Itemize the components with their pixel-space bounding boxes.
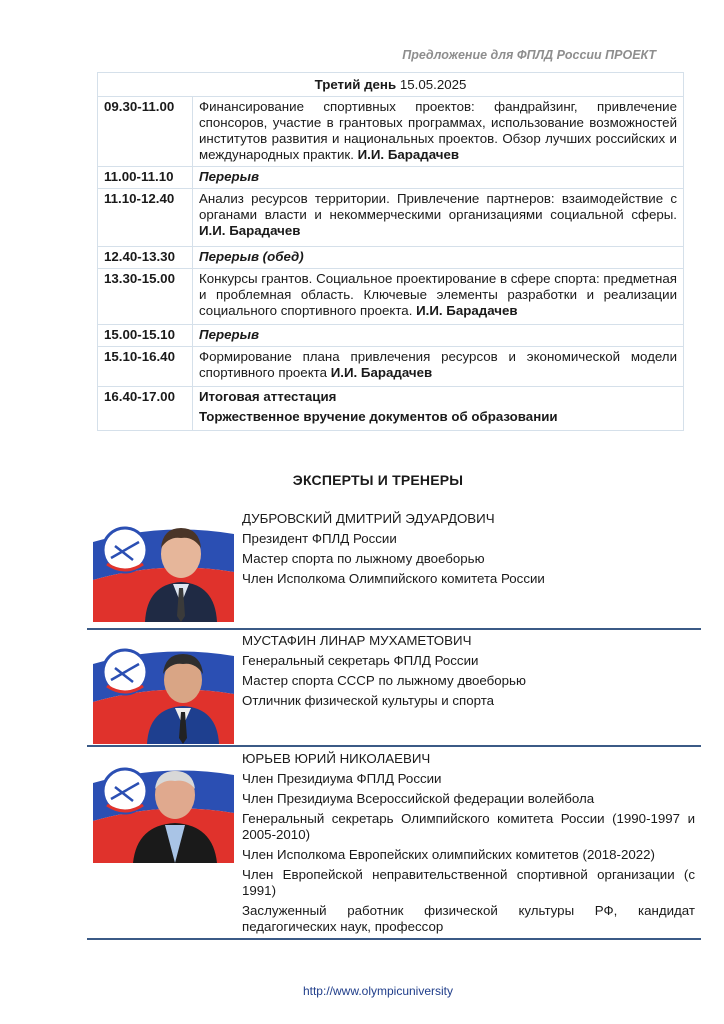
row-time: 12.40-13.30 xyxy=(98,247,193,269)
expert-credential: Член Президиума ФПЛД России xyxy=(242,771,442,786)
expert-name: ЮРЬЕВ ЮРИЙ НИКОЛАЕВИЧ xyxy=(242,751,431,766)
row-description xyxy=(193,269,684,325)
row-time: 11.00-11.10 xyxy=(98,167,193,189)
day-title xyxy=(98,73,684,97)
expert-photo xyxy=(93,753,234,863)
expert-name: ДУБРОВСКИЙ ДМИТРИЙ ЭДУАРДОВИЧ xyxy=(242,511,495,526)
final-exam-text: Итоговая аттестация xyxy=(199,389,337,404)
row-description xyxy=(193,97,684,167)
schedule-row xyxy=(98,167,684,189)
footer-url[interactable]: http://www.olympicuniversity xyxy=(302,984,454,998)
expert-card xyxy=(87,508,701,630)
row-break: Перерыв xyxy=(199,169,259,184)
row-description xyxy=(193,247,684,269)
row-speaker: И.И. Барадачев xyxy=(357,147,460,162)
day-label: Третий день xyxy=(314,77,397,92)
row-time: 15.10-16.40 xyxy=(98,347,193,387)
expert-photo xyxy=(93,512,234,622)
row-time: 13.30-15.00 xyxy=(98,269,193,325)
row-time: 11.10-12.40 xyxy=(98,189,193,247)
schedule-table xyxy=(97,72,684,431)
row-time: 09.30-11.00 xyxy=(98,97,193,167)
schedule-row xyxy=(98,269,684,325)
schedule-row xyxy=(98,325,684,347)
experts-section-title: ЭКСПЕРТЫ И ТРЕНЕРЫ xyxy=(292,472,464,488)
expert-credential: Член Европейской неправительственной спортивной организации (с 1991) xyxy=(242,867,695,898)
expert-info xyxy=(242,633,695,713)
schedule-row xyxy=(98,387,684,431)
expert-credential: Член Президиума Всероссийской федерации волейбола xyxy=(242,791,595,806)
expert-info xyxy=(242,511,695,591)
row-speaker: И.И. Барадачев xyxy=(330,365,433,380)
expert-credential: Член Исполкома Европейских олимпийских комитетов (2018-2022) xyxy=(242,847,655,862)
expert-card xyxy=(87,630,701,747)
expert-photo-image xyxy=(93,634,234,744)
row-break: Перерыв (обед) xyxy=(199,249,304,264)
expert-credential: Генеральный секретарь ФПЛД России xyxy=(242,653,479,668)
schedule-title-row xyxy=(98,73,684,97)
expert-credential: Мастер спорта по лыжному двоеборью xyxy=(242,551,485,566)
expert-photo-image xyxy=(93,512,234,622)
schedule-row xyxy=(98,247,684,269)
expert-card xyxy=(87,747,701,940)
row-speaker: И.И. Барадачев xyxy=(199,223,301,238)
row-time: 15.00-15.10 xyxy=(98,325,193,347)
row-text: Конкурсы грантов. Социальное проектирование в сфере спорта: предметная и проблемная область. Ключевые элементы разработки и реализации социального спортивного проекта. xyxy=(199,271,677,318)
page-header: Предложение для ФПЛД России ПРОЕКТ xyxy=(402,48,656,62)
expert-info xyxy=(242,751,695,939)
row-break: Перерыв xyxy=(199,327,259,342)
schedule-row xyxy=(98,97,684,167)
expert-photo-image xyxy=(93,753,234,863)
expert-credential: Мастер спорта СССР по лыжному двоеборью xyxy=(242,673,526,688)
expert-name: МУСТАФИН ЛИНАР МУХАМЕТОВИЧ xyxy=(242,633,472,648)
row-time: 16.40-17.00 xyxy=(98,387,193,431)
expert-credential: Заслуженный работник физической культуры РФ, кандидат педагогических наук, профессор xyxy=(242,903,695,934)
row-text: Анализ ресурсов территории. Привлечение партнеров: взаимодействие с органами власти и некоммерческими организациями социальной сферы. xyxy=(199,191,677,222)
row-description xyxy=(193,387,684,431)
row-description xyxy=(193,325,684,347)
ceremony-text: Торжественное вручение документов об образовании xyxy=(199,409,558,424)
expert-photo xyxy=(93,634,234,744)
expert-credential: Отличник физической культуры и спорта xyxy=(242,693,495,708)
row-description xyxy=(193,189,684,247)
expert-credential: Член Исполкома Олимпийского комитета России xyxy=(242,571,545,586)
schedule-row xyxy=(98,347,684,387)
row-text: Финансирование спортивных проектов: фандрайзинг, привлечение спонсоров, участие в грантовых программах, использование возможностей институтов развития и национальных проектов. Обзор лучших российских и международных практик. xyxy=(199,99,677,162)
day-date: 15.05.2025 xyxy=(399,77,467,92)
schedule-row xyxy=(98,189,684,247)
row-speaker: И.И. Барадачев xyxy=(416,303,518,318)
row-description xyxy=(193,347,684,387)
expert-credential: Генеральный секретарь Олимпийского комитета России (1990-1997 и 2005-2010) xyxy=(242,811,695,842)
row-text: Формирование плана привлечения ресурсов и экономической модели спортивного проекта xyxy=(199,349,677,380)
row-description xyxy=(193,167,684,189)
expert-credential: Президент ФПЛД России xyxy=(242,531,397,546)
